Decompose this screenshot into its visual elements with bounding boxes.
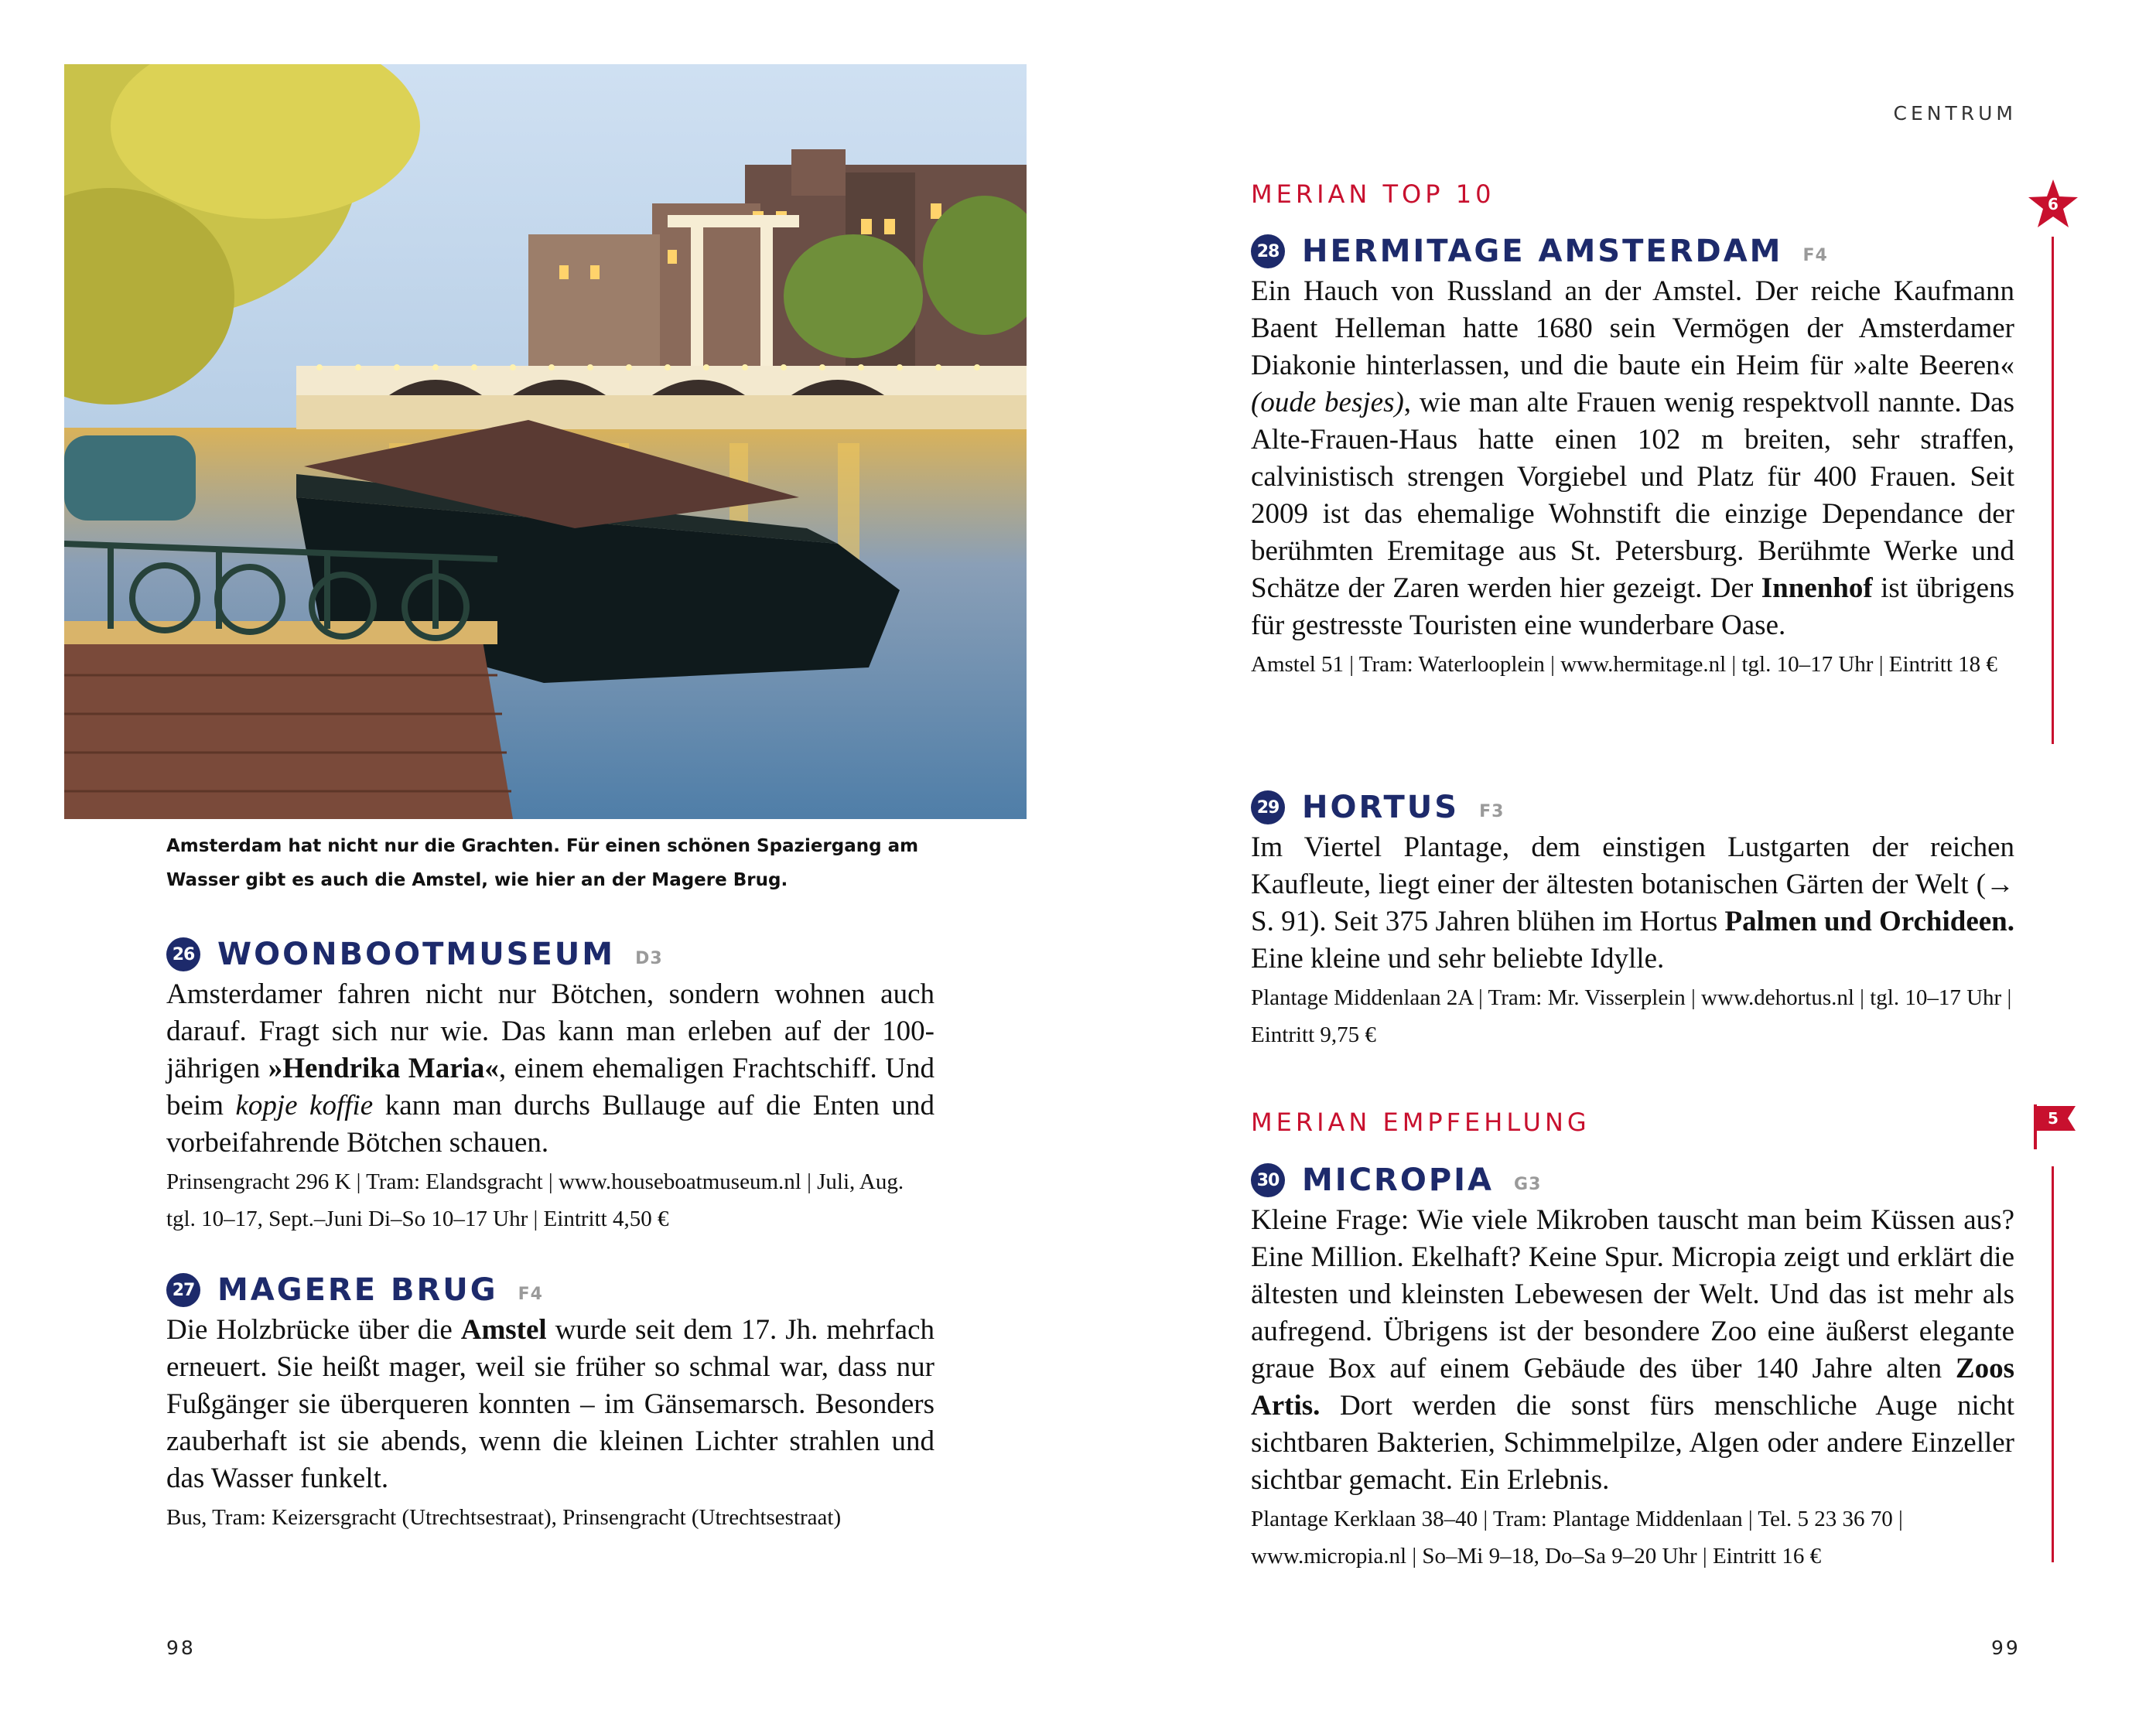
page-number: 99 — [1991, 1637, 2021, 1659]
entry-body: Die Holzbrücke über die Amstel wurde seit dem 17. Jh. mehrfach erneuert. Sie heißt mager, weil sie früher so schmal war, dass nur Fußgänger sie überqueren konnten – im Gänsemarsch. Besonders zauberhaft ist sie abends, wenn die kleinen Lichter strahlen und das Wasser funkelt. — [166, 1314, 934, 1494]
merian-top10-label: MERIAN TOP 10 — [1251, 179, 1495, 209]
map-grid-ref: D3 — [635, 948, 663, 968]
entry-title: MICROPIA — [1302, 1162, 1495, 1198]
map-grid-ref: F4 — [518, 1284, 543, 1304]
map-grid-ref: F4 — [1802, 245, 1828, 265]
entry-number-badge: 29 — [1251, 790, 1285, 824]
entry-number-badge: 28 — [1251, 234, 1285, 268]
entry-heading — [166, 1268, 934, 1312]
entry-info: Bus, Tram: Keizersgracht (Utrechtsestraat), Prinsengracht (Utrechtsestraat) — [166, 1505, 842, 1530]
entry-body: Amsterdamer fahren nicht nur Bötchen, sondern wohnen auch darauf. Fragt sich nur wie. Das kann man erleben auf der 100-jährigen »Hendrika Maria«, einem ehemaligen Frachtschiff. Und beim kopje koffie kann man durchs Bullauge auf die Enten und vorbeifahrende Bötchen schauen. — [166, 978, 935, 1159]
entry-hortus — [1251, 786, 2014, 1053]
photo-caption: Amsterdam hat nicht nur die Grachten. Für einen schönen Spaziergang am Wasser gibt es auch die Amstel, wie hier an der Magere Brug. — [166, 836, 919, 890]
entry-number-badge: 30 — [1251, 1163, 1285, 1197]
right-page — [1078, 0, 2156, 1717]
amstel-bridge-photo — [64, 64, 1027, 819]
entry-title: MAGERE BRUG — [217, 1272, 498, 1308]
entry-body: Im Viertel Plantage, dem einstigen Lustgarten der reichen Kaufleute, liegt einer der ältesten botanischen Gärten der Welt (→ S. 91). Seit 375 Jahren blühen im Hortus Palmen und Orchideen. Eine kleine und sehr beliebte Idylle. — [1251, 831, 2015, 975]
merian-empfehlung-label: MERIAN EMPFEHLUNG — [1251, 1108, 1591, 1137]
entry-info: Amstel 51 | Tram: Waterlooplein | www.hermitage.nl | tgl. 10–17 Uhr | Eintritt 18 € — [1251, 652, 1997, 677]
entry-woonbootmuseum — [166, 933, 934, 1237]
map-grid-ref: G3 — [1514, 1174, 1542, 1194]
entry-micropia — [1251, 1159, 2014, 1575]
entry-hermitage-amsterdam — [1251, 230, 2014, 683]
entry-heading — [1251, 230, 2014, 273]
entry-number-badge: 26 — [166, 937, 200, 971]
photo-illustration — [64, 64, 1027, 819]
entry-heading — [1251, 786, 2014, 829]
entry-heading — [166, 933, 934, 976]
entry-number-badge: 27 — [166, 1273, 200, 1307]
page-number: 98 — [166, 1637, 196, 1659]
entry-info: Prinsengracht 296 K | Tram: Elandsgracht | www.houseboatmuseum.nl | Juli, Aug. tgl. 10–17, Sept.–Juni Di–So 10–17 Uhr | Eintritt 4,50 € — [166, 1169, 904, 1231]
entry-title: WOONBOOTMUSEUM — [217, 937, 616, 972]
map-grid-ref: F3 — [1479, 801, 1505, 821]
entry-heading — [1251, 1159, 2014, 1202]
entry-info: Plantage Middenlaan 2A | Tram: Mr. Visserplein | www.dehortus.nl | tgl. 10–17 Uhr | Eintritt 9,75 € — [1251, 985, 2012, 1047]
flag-number: 5 — [2048, 1109, 2059, 1128]
entry-title: HORTUS — [1302, 790, 1460, 825]
entry-title: HERMITAGE AMSTERDAM — [1302, 234, 1783, 269]
entry-body: Kleine Frage: Wie viele Mikroben tauscht man beim Küssen aus? Eine Million. Ekelhaft? Keine Spur. Micropia zeigt und erklärt die ältesten und kleinsten Lebewesen der Welt. Und das ist mehr als aufregend. Übrigens ist der besondere Zoo eine äußerst elegante graue Box auf einem Gebäude des über 140 Jahre alten Zoos Artis. Dort werden die sonst fürs menschliche Auge nicht sichtbaren Bakterien, Schimmelpilze, Algen oder andere Einzeller sichtbar gemacht. Ein Erlebnis. — [1251, 1204, 2014, 1496]
entry-magere-brug — [166, 1268, 934, 1536]
top10-marker-line — [2052, 237, 2054, 744]
running-head: CENTRUM — [1893, 102, 2017, 125]
star-number: 6 — [2048, 195, 2059, 213]
entry-body: Ein Hauch von Russland an der Amstel. Der reiche Kaufmann Baent Helleman hatte 1680 sein Vermögen der Amsterdamer Diakonie hinterlassen, und die baute ein Heim für »alte Beeren« (oude besjes), wie man alte Frauen wenig respektvoll nannte. Das Alte-Frauen-Haus hatte einen 102 m breiten, sehr straffen, calvinistisch strengen Vorgiebel und Platz für 400 Frauen. Seit 2009 ist das ehemalige Wohnstift die einzige Dependance der berühmten Eremitage aus St. Petersburg. Berühmte Werke und Schätze der Zaren werden hier gezeigt. Der Innenhof ist übrigens für gestresste Touristen eine wunderbare Oase. — [1251, 275, 2014, 641]
entry-info: Plantage Kerklaan 38–40 | Tram: Plantage Middenlaan | Tel. 5 23 36 70 | www.micropia.nl | So–Mi 9–18, Do–Sa 9–20 Uhr | Eintritt 16 € — [1251, 1507, 1903, 1569]
empfehlung-marker-line — [2052, 1166, 2054, 1562]
